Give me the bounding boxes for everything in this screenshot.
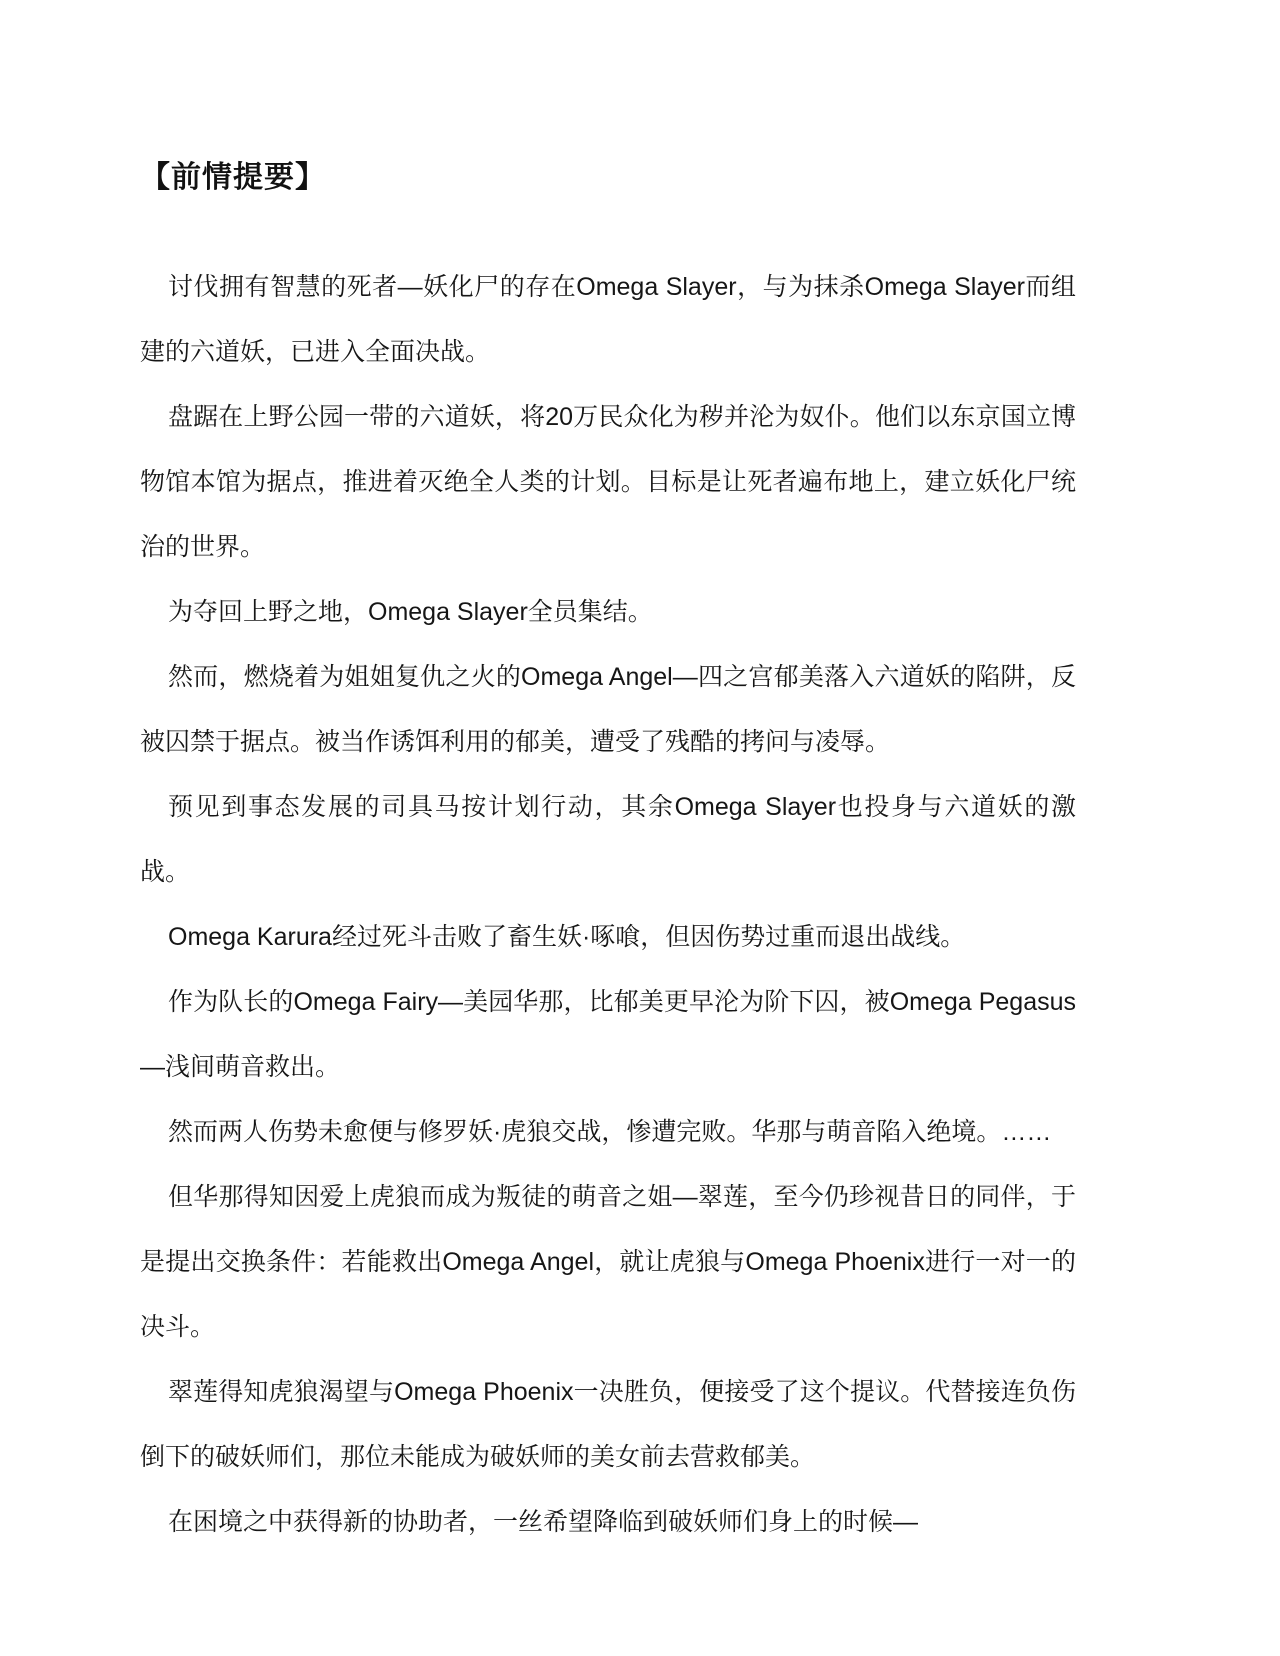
synopsis-body — [140, 255, 1076, 1555]
paragraph: 翠莲得知虎狼渴望与Omega Phoenix一决胜负，便接受了这个提议。代替接连负伤倒下的破妖师们，那位未能成为破妖师的美女前去营救郁美。 — [140, 1378, 1076, 1471]
paragraph: 预见到事态发展的司具马按计划行动，其余Omega Slayer也投身与六道妖的激战。 — [140, 793, 1076, 886]
paragraph: Omega Karura经过死斗击败了畜生妖·啄喰，但因伤势过重而退出战线。 — [168, 923, 966, 951]
paragraph: 然而，燃烧着为姐姐复仇之火的Omega Angel—四之宫郁美落入六道妖的陷阱，反被囚禁于据点。被当作诱饵利用的郁美，遭受了残酷的拷问与凌辱。 — [140, 663, 1076, 756]
paragraph: 然而两人伤势未愈便与修罗妖·虎狼交战，惨遭完败。华那与萌音陷入绝境。…… — [168, 1118, 1052, 1146]
paragraph: 但华那得知因爱上虎狼而成为叛徒的萌音之姐—翠莲，至今仍珍视昔日的同伴，于是提出交换条件：若能救出Omega Angel，就让虎狼与Omega Phoenix进行一对一的决斗。 — [140, 1183, 1076, 1341]
paragraph: 盘踞在上野公园一带的六道妖，将20万民众化为秽并沦为奴仆。他们以东京国立博物馆本馆为据点，推进着灭绝全人类的计划。目标是让死者遍布地上，建立妖化尸统治的世界。 — [140, 403, 1076, 561]
paragraph: 为夺回上野之地，Omega Slayer全员集结。 — [168, 598, 653, 626]
paragraph: 作为队长的Omega Fairy—美园华那，比郁美更早沦为阶下囚，被Omega Pegasus—浅间萌音救出。 — [140, 988, 1076, 1081]
page-title: 【前情提要】 — [140, 161, 326, 194]
paragraph: 在困境之中获得新的协助者，一丝希望降临到破妖师们身上的时候— — [168, 1508, 919, 1536]
paragraph: 讨伐拥有智慧的死者—妖化尸的存在Omega Slayer，与为抹杀Omega Slayer而组建的六道妖，已进入全面决战。 — [140, 273, 1076, 366]
